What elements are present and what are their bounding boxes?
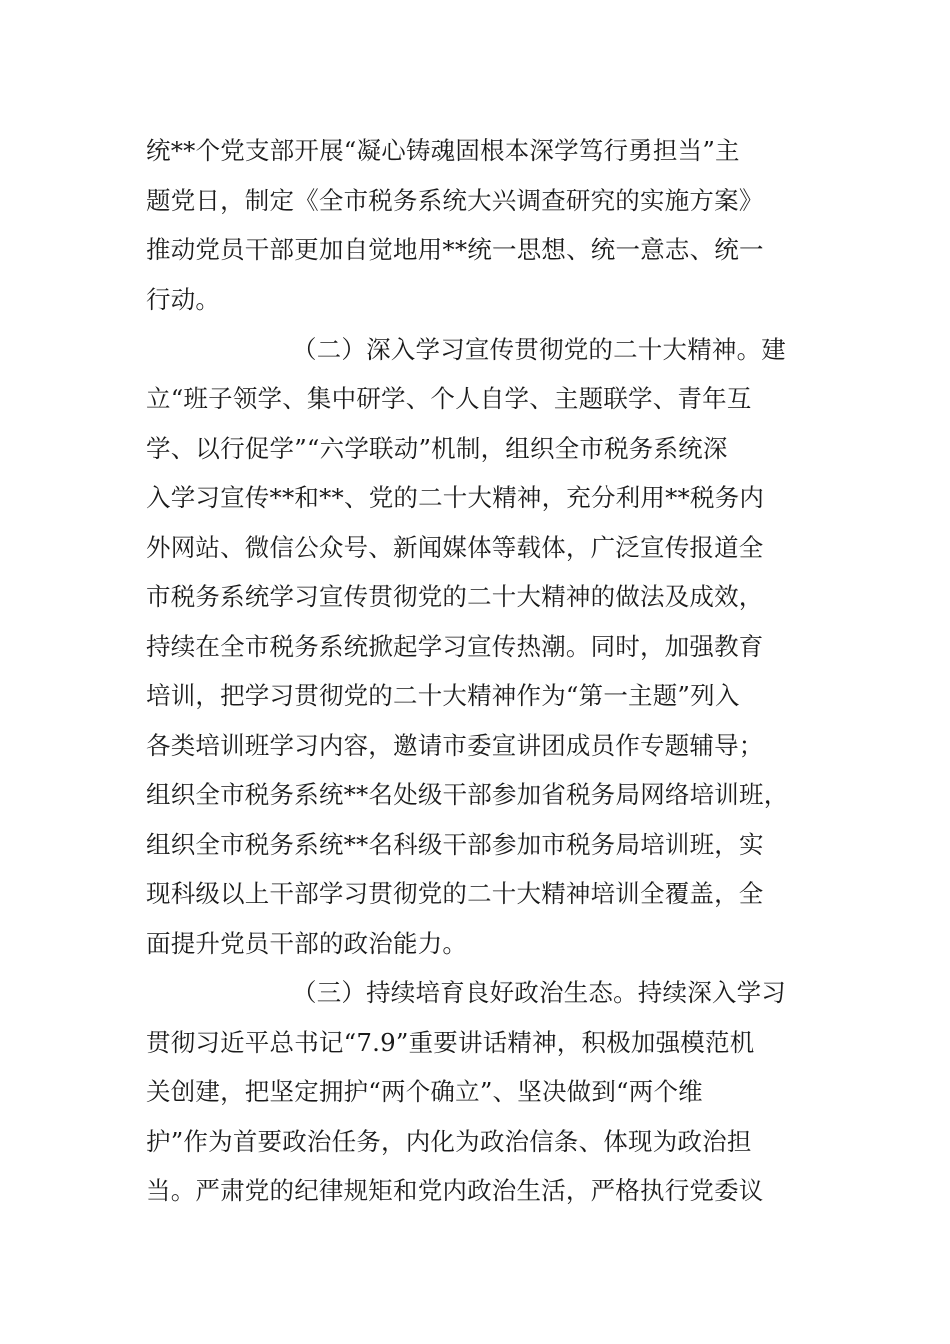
text-line: 外网站、微信公众号、新闻媒体等载体，广泛宣传报道全: [146, 533, 764, 562]
text-line: 组织全市税务系统**名处级干部参加省税务局网络培训班，: [146, 780, 789, 809]
section-heading-line: （三）持续培育良好政治生态。持续深入学习: [292, 978, 786, 1007]
text-line: 题党日，制定《全市税务系统大兴调查研究的实施方案》: [146, 186, 764, 215]
text-line: 持续在全市税务系统掀起学习宣传热潮。同时，加强教育: [146, 632, 764, 661]
text-line: 当。严肃党的纪律规矩和党内政治生活，严格执行党委议: [146, 1176, 764, 1205]
text-line: 入学习宣传**和**、党的二十大精神，充分利用**税务内: [146, 483, 765, 512]
text-line: 培训，把学习贯彻党的二十大精神作为“第一主题”列入: [146, 681, 740, 710]
text-line: 行动。: [146, 285, 221, 314]
text-line: 面提升党员干部的政治能力。: [146, 929, 468, 958]
text-line: 市税务系统学习宣传贯彻党的二十大精神的做法及成效，: [146, 582, 764, 611]
text-line: 现科级以上干部学习贯彻党的二十大精神培训全覆盖，全: [146, 879, 764, 908]
text-line: 立“班子领学、集中研学、个人自学、主题联学、青年互: [146, 384, 752, 413]
text-line: 组织全市税务系统**名科级干部参加市税务局培训班，实: [146, 830, 764, 859]
text-line: 学、以行促学”“六学联动”机制，组织全市税务系统深: [146, 434, 728, 463]
text-line: 贯彻习近平总书记“7.9”重要讲话精神，积极加强模范机: [146, 1028, 755, 1057]
text-line: 护”作为首要政治任务，内化为政治信条、体现为政治担: [146, 1127, 752, 1156]
text-line: 统**个党支部开展“凝心铸魂固根本深学笃行勇担当”主: [146, 136, 740, 165]
text-line: 各类培训班学习内容，邀请市委宣讲团成员作专题辅导；: [146, 731, 764, 760]
text-line: 推动党员干部更加自觉地用**统一思想、统一意志、统一: [146, 235, 764, 264]
section-heading-line: （二）深入学习宣传贯彻党的二十大精神。建: [292, 335, 786, 364]
text-line: 关创建，把坚定拥护“两个确立”、坚决做到“两个维: [146, 1077, 703, 1106]
